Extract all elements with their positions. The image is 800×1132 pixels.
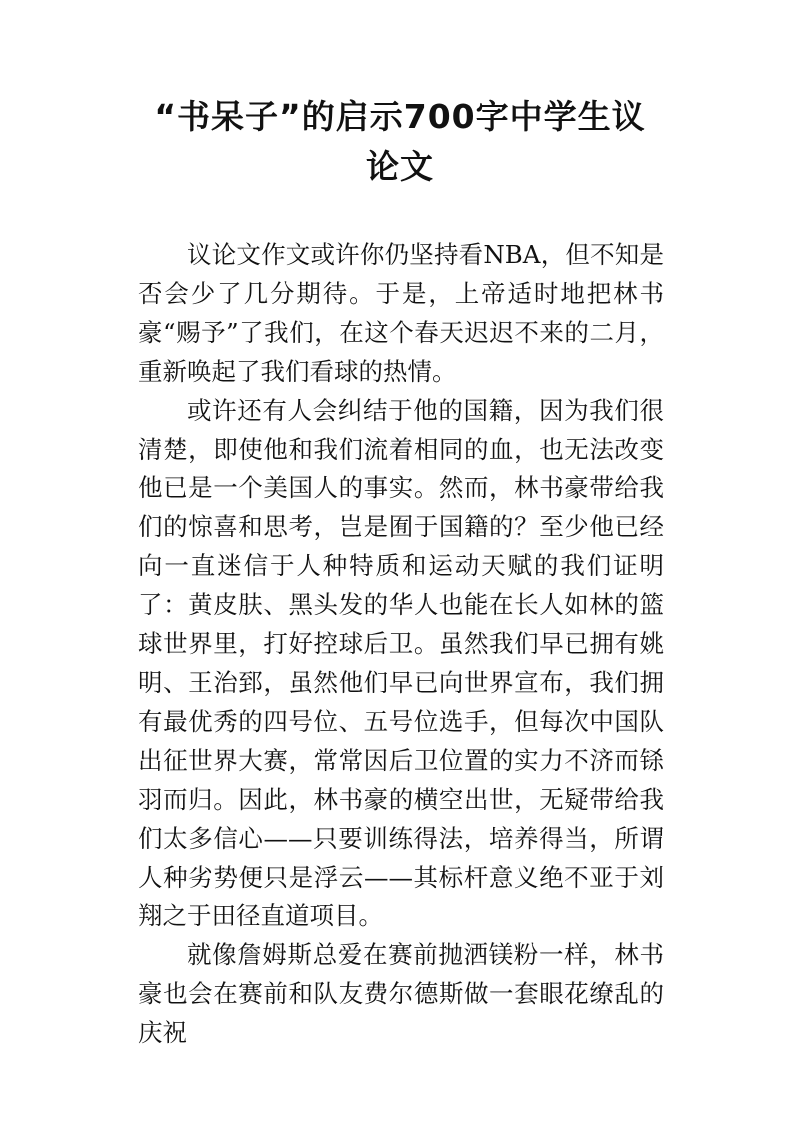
- paragraph-1: 议论文作文或许你仍坚持看NBA，但不知是否会少了几分期待。于是，上帝适时地把林书豪“赐予”了我们，在这个春天迟迟不来的二月，重新唤起了我们看球的热情。: [138, 240, 664, 386]
- paragraph-3: 就像詹姆斯总爱在赛前抛洒镁粉一样，林书豪也会在赛前和队友费尔德斯做一套眼花缭乱的庆祝: [138, 940, 664, 1048]
- document-body: [138, 236, 664, 1053]
- paragraph-2: 或许还有人会纠结于他的国籍，因为我们很清楚，即使他和我们流着相同的血，也无法改变他已是一个美国人的事实。然而，林书豪带给我们的惊喜和思考，岂是囿于国籍的？至少他已经向一直迷信于人种特质和运动天赋的我们证明了：黄皮肤、黑头发的华人也能在长人如林的篮球世界里，打好控球后卫。虽然我们早已拥有姚明、王治郅，虽然他们早已向世界宣布，我们拥有最优秀的四号位、五号位选手，但每次中国队出征世界大赛，常常因后卫位置的实力不济而铩羽而归。因此，林书豪的横空出世，无疑带给我们太多信心——只要训练得法，培养得当，所谓人种劣势便只是浮云——其标杆意义绝不亚于刘翔之于田径直道项目。: [138, 395, 664, 931]
- document-title: “书呆子”的启示700字中学生议论文: [154, 97, 646, 186]
